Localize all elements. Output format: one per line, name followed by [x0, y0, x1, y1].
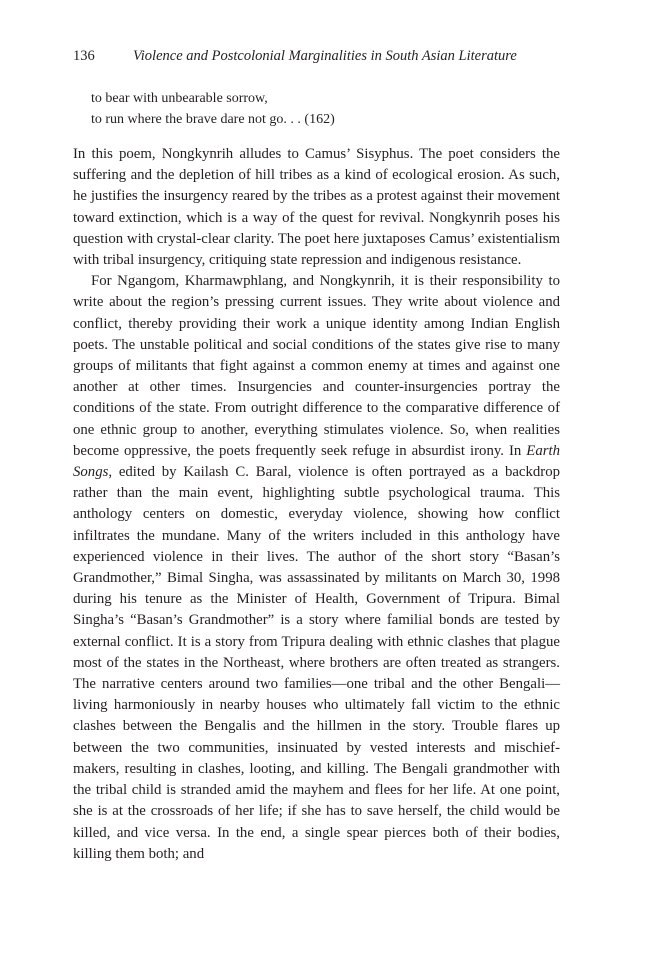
- book-title: Earth Songs: [73, 442, 560, 481]
- quote-line: to run where the brave dare not go. . . (162): [91, 111, 335, 127]
- paragraph-1: In this poem, Nongkynrih alludes to Camus’ Sisyphus. The poet considers the suffering and the depletion of hill tribes as a kind of ecological erosion. As such, he justifies the insurgency reared by the tribes as a protest against their movement toward extinction, which is a way of the quest for revival. Nongkynrih poses his question with crystal-clear clarity. The poet here juxtaposes Camus’ existentialism with tribal insurgency, critiquing state repression and indigenous resistance.: [73, 146, 560, 269]
- running-header: [73, 46, 573, 66]
- quote-line: to bear with unbearable sorrow,: [91, 91, 268, 106]
- running-title: Violence and Postcolonial Marginalities in South Asian Literature: [133, 48, 517, 64]
- paragraph-2-text: For Ngangom, Kharmawphlang, and Nongkynrih, it is their responsibility to write about the region’s pressing current issues. They write about violence and conflict, thereby providing their work a unique identity among Indian English poets. The unstable political and social conditions of the states give rise to many groups of militants that fight against a common enemy at times and against one another at other times. Insurgencies and counter-insurgencies portray the conditions of the state. From outright difference to the comparative difference of one ethnic group to another, everything stimulates violence. So, when realities become oppressive, the poets frequently seek refuge in absurdist irony. In: [73, 273, 560, 459]
- paragraph-2-text-continued: , edited by Kailash C. Baral, violence is often portrayed as a backdrop rather than the main event, highlighting subtle psychological trauma. This anthology centers on domestic, everyday violence, showing how conflict infiltrates the mundane. Many of the writers included in this anthology have experienced violence in their lives. The author of the short story “Basan’s Grandmother,” Bimal Singha, was assassinated by militants on March 30, 1998 during his tenure as the Minister of Health, Government of Tripura. Bimal Singha’s “Basan’s Grandmother” is a story where familial bonds are tested by external conflict. It is a story from Tripura dealing with ethnic clashes that plague most of the states in the Northeast, where brothers are often treated as strangers. The narrative centers around two families—one tribal and the other Bengali—living harmoniously in nearby houses who ultimately fall victim to the ethnic clashes between the Bengalis and the hillmen in the story. Trouble flares up between the two communities, insinuated by vested interests and mischief-makers, resulting in clashes, looting, and killing. The Bengali grandmother with the tribal child is stranded amid the mayhem and flees for her life. At one point, she is at the crossroads of her life; if she has to save herself, the child would be killed, and vice versa. In the end, a single spear pierces both of their bodies, killing them both; and: [73, 464, 560, 862]
- body-text: [73, 144, 560, 865]
- paragraph-2: [73, 271, 560, 865]
- block-quote: [91, 89, 335, 130]
- page-number: 136: [73, 48, 95, 64]
